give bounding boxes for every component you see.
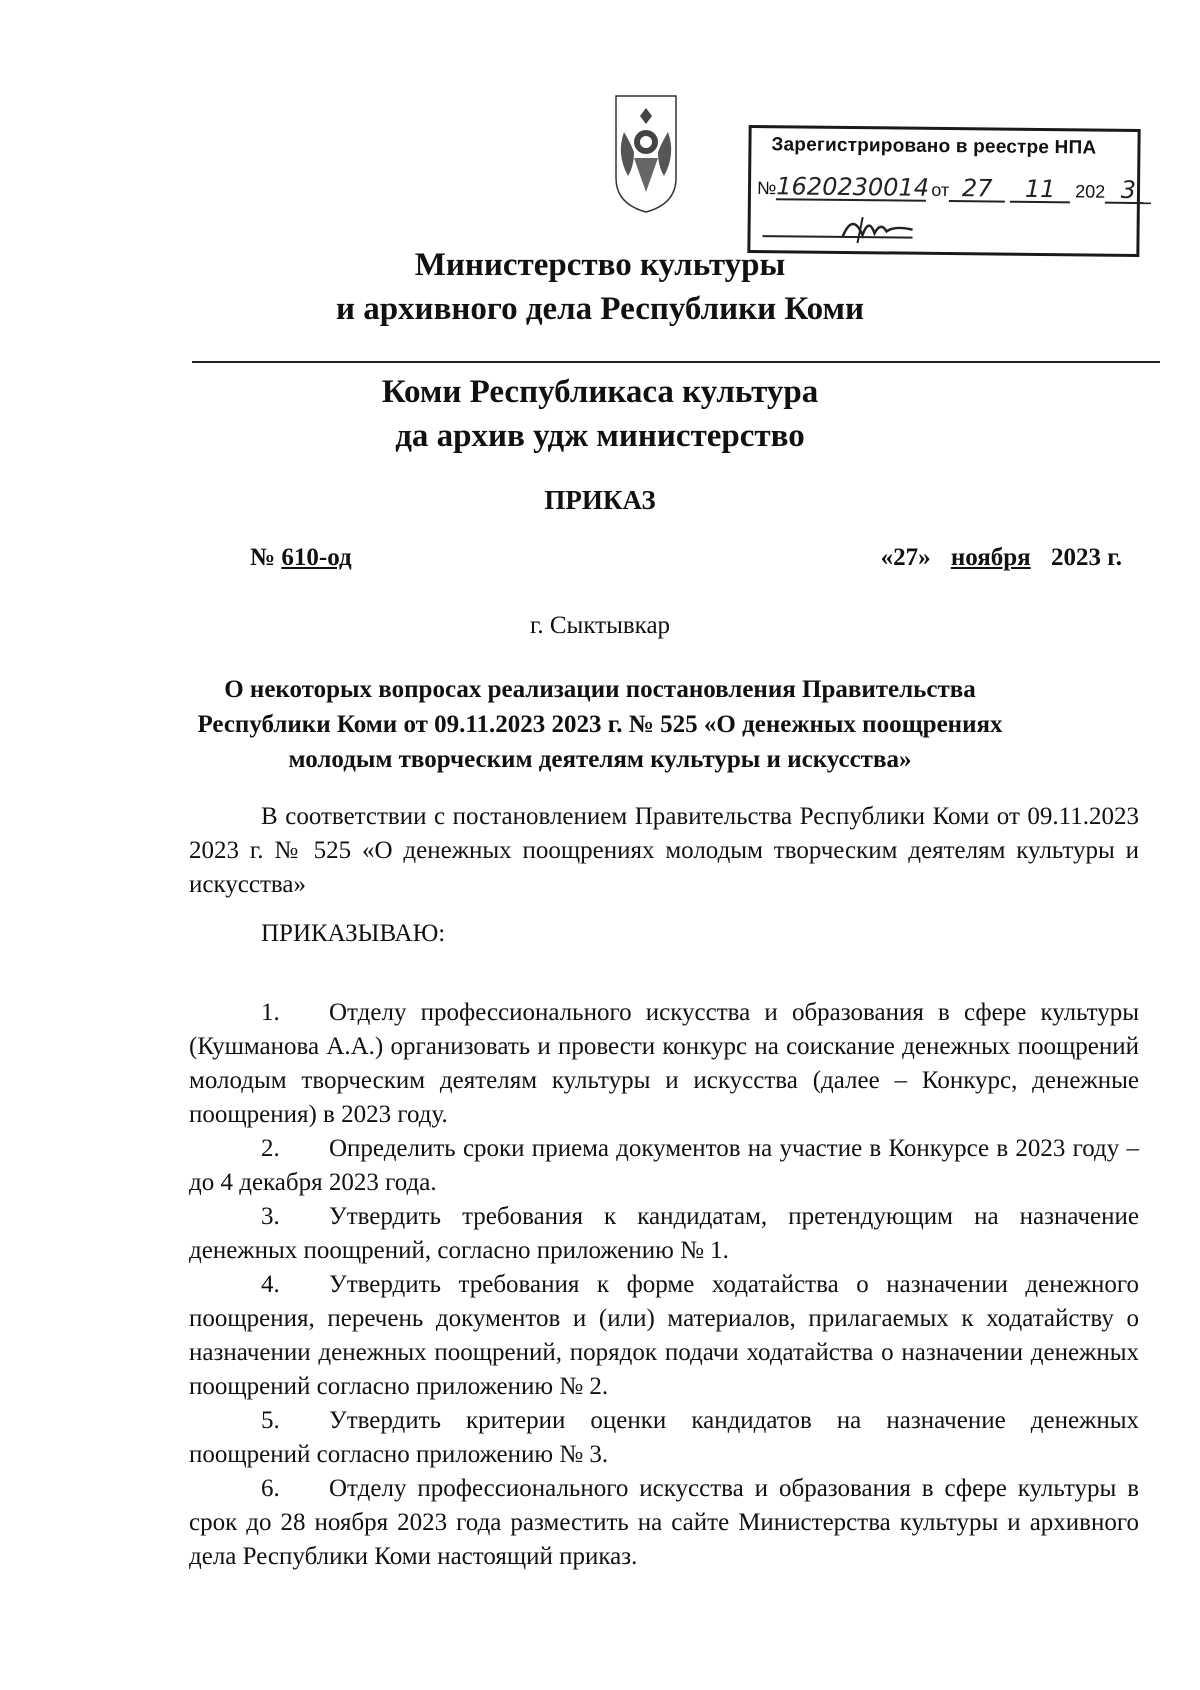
- subject-line1: О некоторых вопросах реализации постановления Правительства: [224, 676, 976, 703]
- list-item: [189, 1200, 1139, 1268]
- item-number: 5.: [261, 1407, 280, 1434]
- stamp-year-prefix: 202: [1075, 181, 1106, 202]
- list-item: [189, 996, 1139, 1132]
- list-item: [189, 1132, 1139, 1200]
- stamp-month: 11: [1010, 177, 1070, 204]
- list-item: [189, 1472, 1139, 1574]
- ministry-name-komi-line2: да архив удж министерство: [395, 418, 805, 454]
- item-text: Утвердить критерии оценки кандидатов на назначение денежных поощрений согласно приложению № 3.: [189, 1407, 1139, 1468]
- stamp-year-suffix: 3: [1105, 178, 1151, 204]
- subject-line2: Республики Коми от 09.11.2023 2023 г. № 525 «О денежных поощрениях: [197, 711, 1003, 738]
- item-text: Определить сроки приема документов на участие в Конкурсе в 2023 году – до 4 декабря 2023 года.: [189, 1135, 1139, 1196]
- item-text: Отделу профессионального искусства и образования в сфере культуры (Кушманова А.А.) организовать и провести конкурс на соискание денежных поощрений молодым творческим деятелям культуры и искусства (далее – Конкурс, денежные поощрения) в 2023 году.: [189, 999, 1139, 1128]
- ministry-name-ru-line1: Министерство культуры: [414, 247, 786, 283]
- order-number: [250, 544, 352, 572]
- coat-of-arms-emblem: [610, 92, 682, 216]
- subject-line3: молодым творческим деятелям культуры и искусства»: [288, 746, 912, 773]
- stamp-number-label: №: [756, 178, 777, 199]
- registry-stamp: [747, 125, 1140, 257]
- order-items: [189, 996, 1139, 1574]
- preamble-text: В соответствии с постановлением Правительства Республики Коми от 09.11.2023 2023 г. № 525 «О денежных поощрениях молодым творческим деятелям культуры и искусства»: [189, 803, 1139, 898]
- stamp-from-label: от: [931, 179, 950, 201]
- order-date-month: ноября: [950, 544, 1031, 571]
- order-number-value: 610-од: [281, 544, 352, 571]
- item-number: 6.: [261, 1475, 280, 1502]
- city: г. Сыктывкар: [529, 612, 671, 639]
- list-item: [189, 1404, 1139, 1472]
- list-item: [189, 1268, 1139, 1404]
- order-number-prefix: №: [250, 544, 276, 571]
- item-text: Отделу профессионального искусства и образования в сфере культуры в срок до 28 ноября 2023 года разместить на сайте Министерства культуры и архивного дела Республики Коми настоящий приказ.: [189, 1475, 1139, 1570]
- item-number: 4.: [261, 1271, 280, 1298]
- stamp-registration-line: [757, 174, 1152, 204]
- order-date: [881, 544, 1122, 572]
- order-word: ПРИКАЗЫВАЮ:: [261, 920, 446, 947]
- stamp-day: 27: [949, 176, 1005, 203]
- item-number: 1.: [261, 999, 280, 1026]
- preamble: [189, 800, 1139, 902]
- item-number: 3.: [261, 1203, 280, 1230]
- ministry-name-ru-line2: и архивного дела Республики Коми: [335, 291, 865, 327]
- item-text: Утвердить требования к форме ходатайства о назначении денежного поощрения, перечень документов и (или) материалов, прилагаемых к ходатайству о назначении денежных поощрений, порядок подачи ходатайства о назначении денежных поощрений согласно приложению № 2.: [189, 1271, 1139, 1400]
- stamp-title: Зарегистрировано в реестре НПА: [771, 134, 1097, 159]
- order-date-year: 2023 г.: [1050, 544, 1122, 571]
- stamp-reg-number: 1620230014: [776, 172, 930, 202]
- ministry-name-komi-line1: Коми Республикаса культура: [381, 374, 819, 410]
- item-text: Утвердить требования к кандидатам, претендующим на назначение денежных поощрений, согласно приложению № 1.: [189, 1203, 1139, 1264]
- header-divider: [192, 361, 1160, 363]
- order-date-day: «27»: [880, 544, 931, 571]
- document-type: ПРИКАЗ: [544, 485, 656, 515]
- item-number: 2.: [261, 1135, 280, 1162]
